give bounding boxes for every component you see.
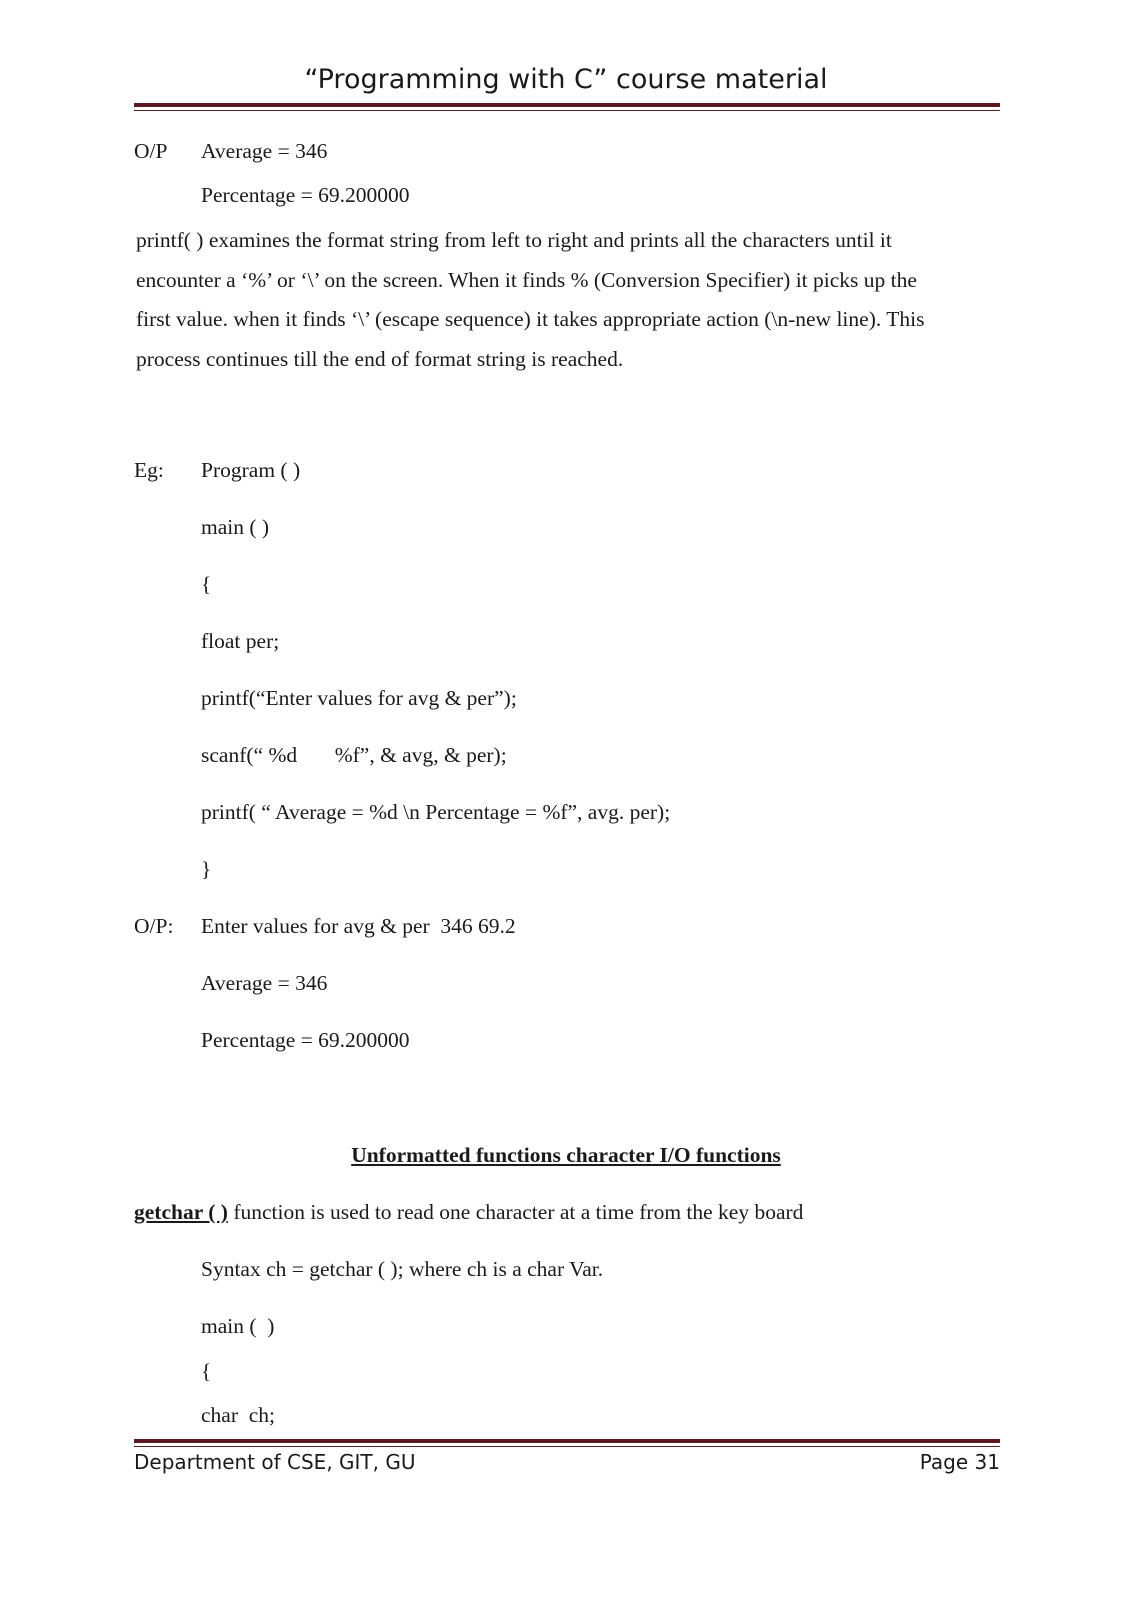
output-input-line: Enter values for avg & per 346 69.2 [201, 914, 516, 938]
header-rule-thick [134, 103, 1000, 107]
code-line: Program ( ) [201, 458, 301, 482]
code-line: printf(“Enter values for avg & per”); [201, 686, 517, 710]
printf-explanation-paragraph [136, 221, 1000, 379]
footer-rule-thick [134, 1439, 1000, 1443]
code-line: scanf(“ %d %f”, & avg, & per); [201, 743, 507, 767]
code-line: } [201, 857, 212, 881]
example-label: Eg: [134, 458, 164, 482]
getchar-description-text: function is used to read one character at a time from the key board [227, 1200, 804, 1224]
paragraph-line: printf( ) examines the format string from left to right and prints all the characters until it [136, 228, 892, 252]
page-header-title: “Programming with C” course material [304, 64, 828, 95]
output-label: O/P [134, 139, 168, 163]
code-line: main ( ) [201, 1314, 275, 1338]
code-line: char ch; [201, 1403, 276, 1427]
output-percentage-line: Percentage = 69.200000 [201, 183, 410, 207]
section-heading: Unformatted functions character I/O functions [351, 1143, 781, 1167]
getchar-term: getchar ( ) [134, 1200, 228, 1224]
output-label: O/P: [134, 914, 174, 938]
header-rule-thin [134, 110, 1000, 111]
code-line: { [201, 572, 212, 596]
output-average-line: Average = 346 [201, 139, 328, 163]
code-line: float per; [201, 629, 280, 653]
output-percentage-line: Percentage = 69.200000 [201, 1028, 410, 1052]
footer-page-number: Page 31 [919, 1450, 1000, 1474]
footer-rule-thin [134, 1446, 1000, 1447]
paragraph-line: first value. when it finds ‘\’ (escape sequence) it takes appropriate action (\n-new line). This [136, 307, 925, 331]
paragraph-line: encounter a ‘%’ or ‘\’ on the screen. When it finds % (Conversion Specifier) it picks up the [136, 267, 917, 292]
code-line: printf( “ Average = %d \n Percentage = %f”, avg. per); [201, 800, 671, 824]
getchar-description [134, 1200, 803, 1225]
output-average-line: Average = 346 [201, 971, 328, 995]
syntax-line: Syntax ch = getchar ( ); where ch is a char Var. [201, 1257, 604, 1281]
code-line: { [201, 1359, 212, 1383]
paragraph-line: process continues till the end of format string is reached. [136, 346, 624, 371]
footer-department: Department of CSE, GIT, GU [134, 1450, 416, 1474]
code-line: main ( ) [201, 515, 270, 539]
